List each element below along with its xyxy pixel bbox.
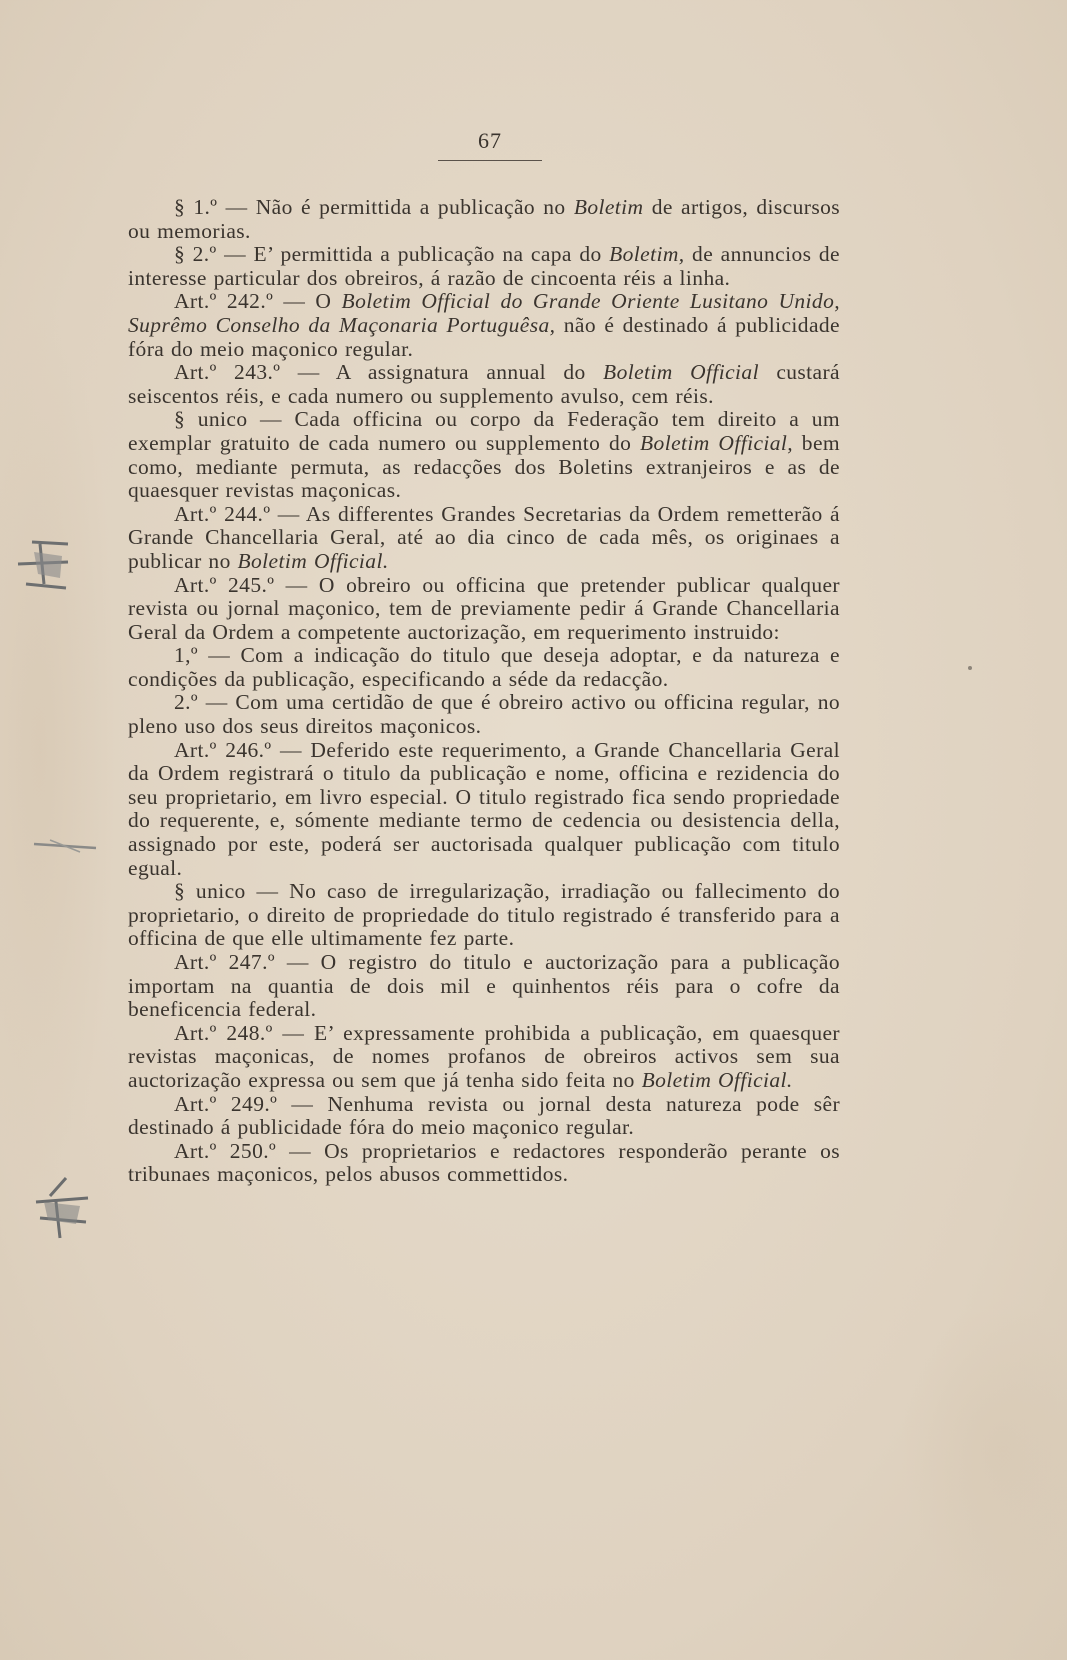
italic-text: Boletim	[573, 195, 644, 219]
paragraph	[128, 196, 840, 243]
binding-mark	[30, 1172, 90, 1242]
paragraph	[128, 880, 840, 951]
italic-text: Boletim Official do Grande Oriente Lusitano Unido, Suprêmo Conselho da Maçonaria Portuguêsa,	[128, 289, 840, 337]
text-run: Art.º 246.º — Deferido este requerimento, a Grande Chancellaria Geral da Ordem registrará o titulo da publicação e nome, officina e rezidencia do seu proprietario, em livro especial. O titulo registrado fica sendo propriedade do requerente, e, sómente mediante termo de cedencia ou desistencia della, assignado por este, poderá ser auctorisada qualquer publicação com titulo egual.	[128, 737, 840, 880]
paragraph	[128, 408, 840, 502]
text-run: Art.º 244.º — As differentes Grandes Secretarias da Ordem remetterão á Grande Chancellaria Geral, até ao dia cinco de cada mês, os originaes a publicar no	[128, 501, 840, 573]
text-run: não é destinado á publicidade fóra do meio maçonico regular.	[128, 312, 840, 361]
paragraph	[128, 739, 840, 881]
text-run: Art.º 250.º — Os proprietarios e redactores responderão perante os tribunaes maçonicos, pelos abusos commettidos.	[128, 1138, 840, 1187]
italic-text: Boletim Official,	[640, 430, 794, 455]
paragraph	[128, 644, 840, 691]
text-run: § 2.º — E’ permittida a publicação na capa do	[174, 242, 610, 267]
italic-text: Boletim,	[609, 242, 685, 267]
paragraph	[128, 290, 840, 361]
text-run: custará seiscentos réis, e cada numero ou supplemento avulso, cem réis.	[128, 360, 840, 408]
text-run: 2.º — Com uma certidão de que é obreiro activo ou officina regular, no pleno uso dos seus direitos maçonicos.	[128, 690, 840, 739]
page-number: 67	[478, 128, 502, 153]
text-run: Art.º 242.º — O	[174, 289, 342, 314]
text-run: Art.º 243.º — A assignatura annual do	[174, 360, 604, 385]
paper-stain	[900, 1300, 1067, 1600]
header-rule	[438, 160, 542, 161]
binding-mark	[10, 534, 70, 604]
paragraph	[128, 951, 840, 1022]
paragraph	[128, 243, 840, 290]
text-run: § unico — Cada officina ou corpo da Federação tem direito a um exemplar gratuito de cada numero ou supplemento do	[128, 407, 840, 455]
text-run: § 1.º — Não é permittida a publicação no	[174, 195, 574, 219]
speck	[966, 664, 974, 672]
italic-text: Boletim Official.	[641, 1067, 793, 1092]
text-run: Art.º 248.º — E’ expressamente prohibida a publicação, em quaesquer revistas maçonicas, de nomes profanos de obreiros activos sem sua auctorização expressa ou sem que já tenha sido feita no	[128, 1020, 840, 1092]
text-run: bem como, mediante permuta, as redacções dos Boletins extranjeiros e as de quaesquer revistas maçonicas.	[128, 430, 841, 503]
text-run: de annuncios de interesse particular dos obreiros, á razão de cincoenta réis a linha.	[128, 242, 840, 290]
text-run: Art.º 249.º — Nenhuma revista ou jornal desta natureza pode sêr destinado á publicidade fóra do meio maçonico regular.	[128, 1091, 840, 1140]
document-body	[128, 196, 840, 1187]
text-run: Art.º 245.º — O obreiro ou officina que pretender publicar qualquer revista ou jornal maçonico, tem de previamente pedir á Grande Chancellaria Geral da Ordem a competente auctorização, em requerimento instruido:	[128, 572, 840, 644]
paragraph	[128, 691, 840, 738]
paragraph	[128, 1140, 840, 1187]
binding-mark	[30, 836, 100, 856]
italic-text: Boletim Official	[603, 360, 759, 385]
paragraph	[128, 1022, 840, 1093]
paragraph	[128, 503, 840, 574]
paragraph	[128, 1093, 840, 1140]
italic-text: Boletim Official.	[237, 548, 389, 573]
text-run: § unico — No caso de irregularização, irradiação ou fallecimento do proprietario, o direito de propriedade do titulo registrado é transferido para a officina de que elle ultimamente fez parte.	[128, 879, 840, 951]
text-run: Art.º 247.º — O registro do titulo e auctorização para a publicação importam na quantia de dois mil e quinhentos réis para o cofre da beneficencia federal.	[128, 950, 840, 1022]
text-run: 1,º — Com a indicação do titulo que deseja adoptar, e da natureza e condições da publicação, especificando a séde da redacção.	[128, 643, 840, 691]
paragraph	[128, 574, 840, 645]
paper-stain	[0, 300, 120, 1200]
text-run: de artigos, discursos ou memorias.	[128, 195, 841, 243]
paragraph	[128, 361, 840, 408]
